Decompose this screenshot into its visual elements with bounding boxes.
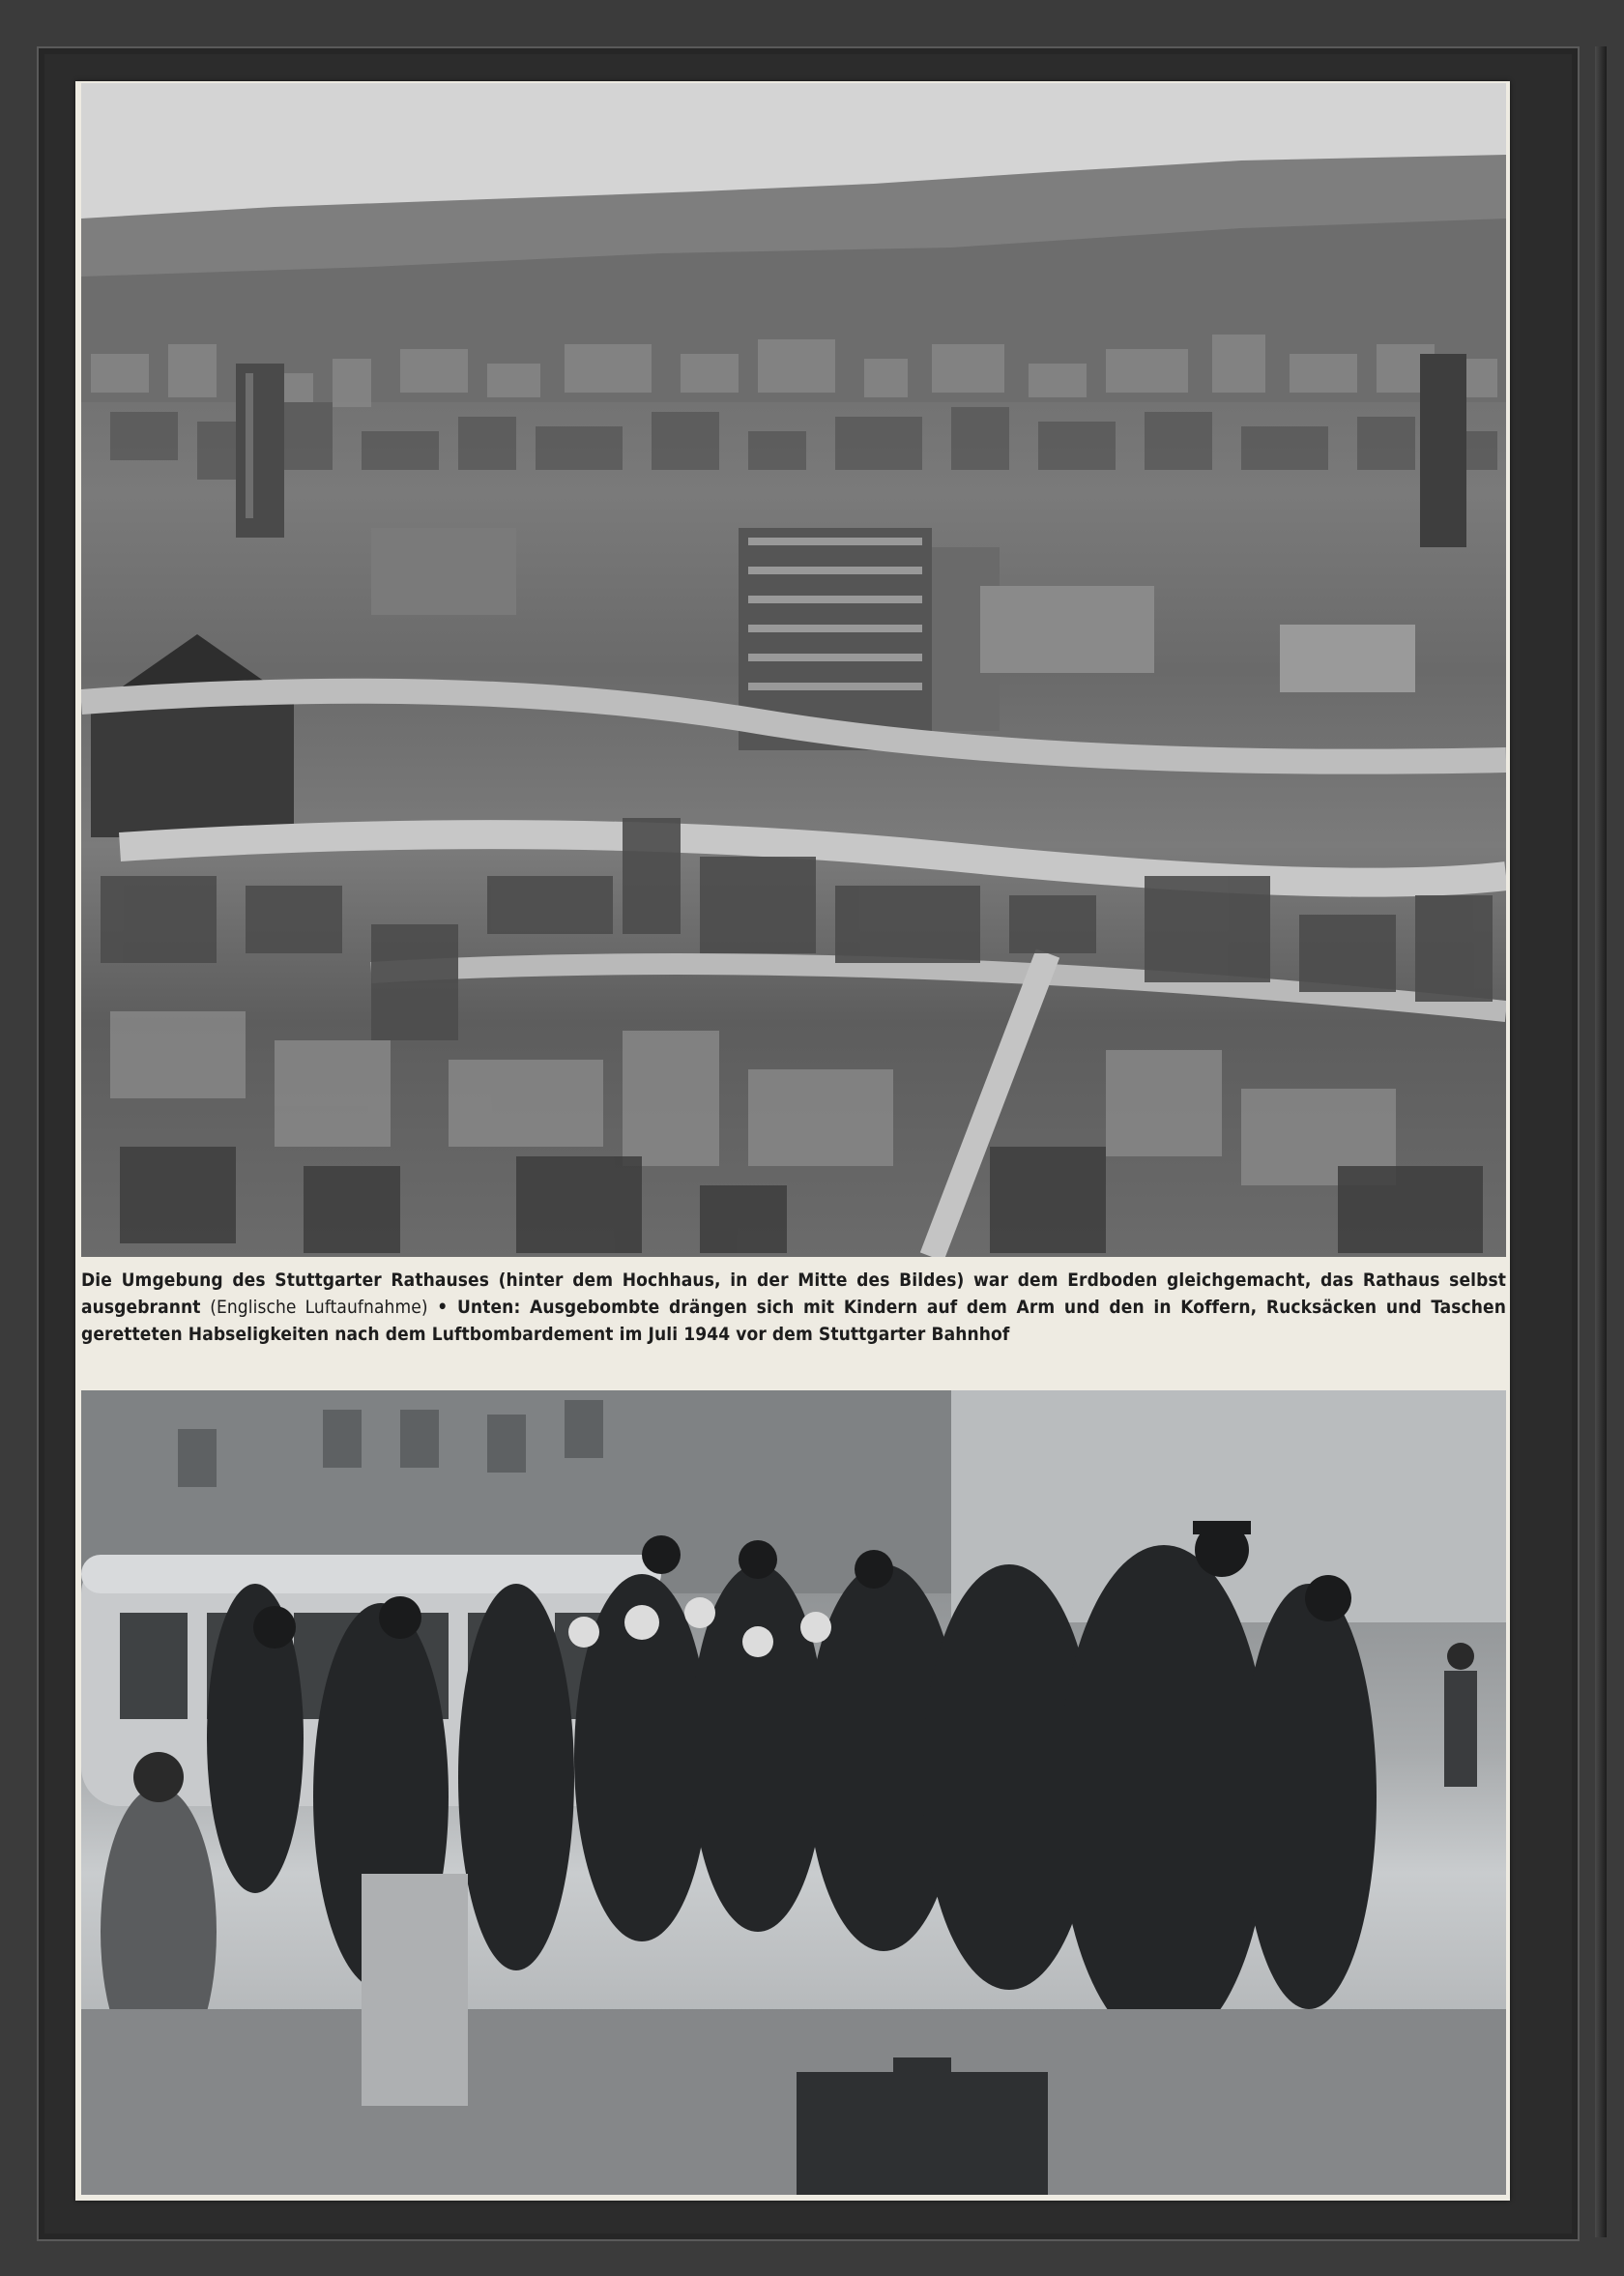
aerial-ruins-illustration: [81, 83, 1506, 1257]
caption-text-lower: Unten: Ausgebombte drängen sich mit Kindern auf dem Arm und den in Koffern, Rucksäcken und Taschen geretteten Habseligkeiten nach dem Luftbombardement im Juli 1944 vor dem Stuttgarter Bahnhof: [81, 1297, 1507, 1345]
aerial-ruins-photo: [81, 83, 1506, 1257]
sleeve-binding-edge: [1595, 46, 1607, 2237]
crowd-bus-illustration: [81, 1390, 1506, 2195]
caption-photo-credit: (Englische Luftaufnahme): [210, 1297, 428, 1318]
photo-caption: [81, 1267, 1506, 1381]
caption-text-upper: Die Umgebung des Stuttgarter Rathauses (hinter dem Hochhaus, in der Mitte des Bildes) war dem Erdboden gleichgemacht, das Rathaus selbst ausgebrannt: [81, 1269, 1506, 1318]
caption-bullet: •: [437, 1297, 449, 1318]
magazine-page: [75, 81, 1510, 2201]
refugees-crowd-photo: [81, 1390, 1506, 2195]
